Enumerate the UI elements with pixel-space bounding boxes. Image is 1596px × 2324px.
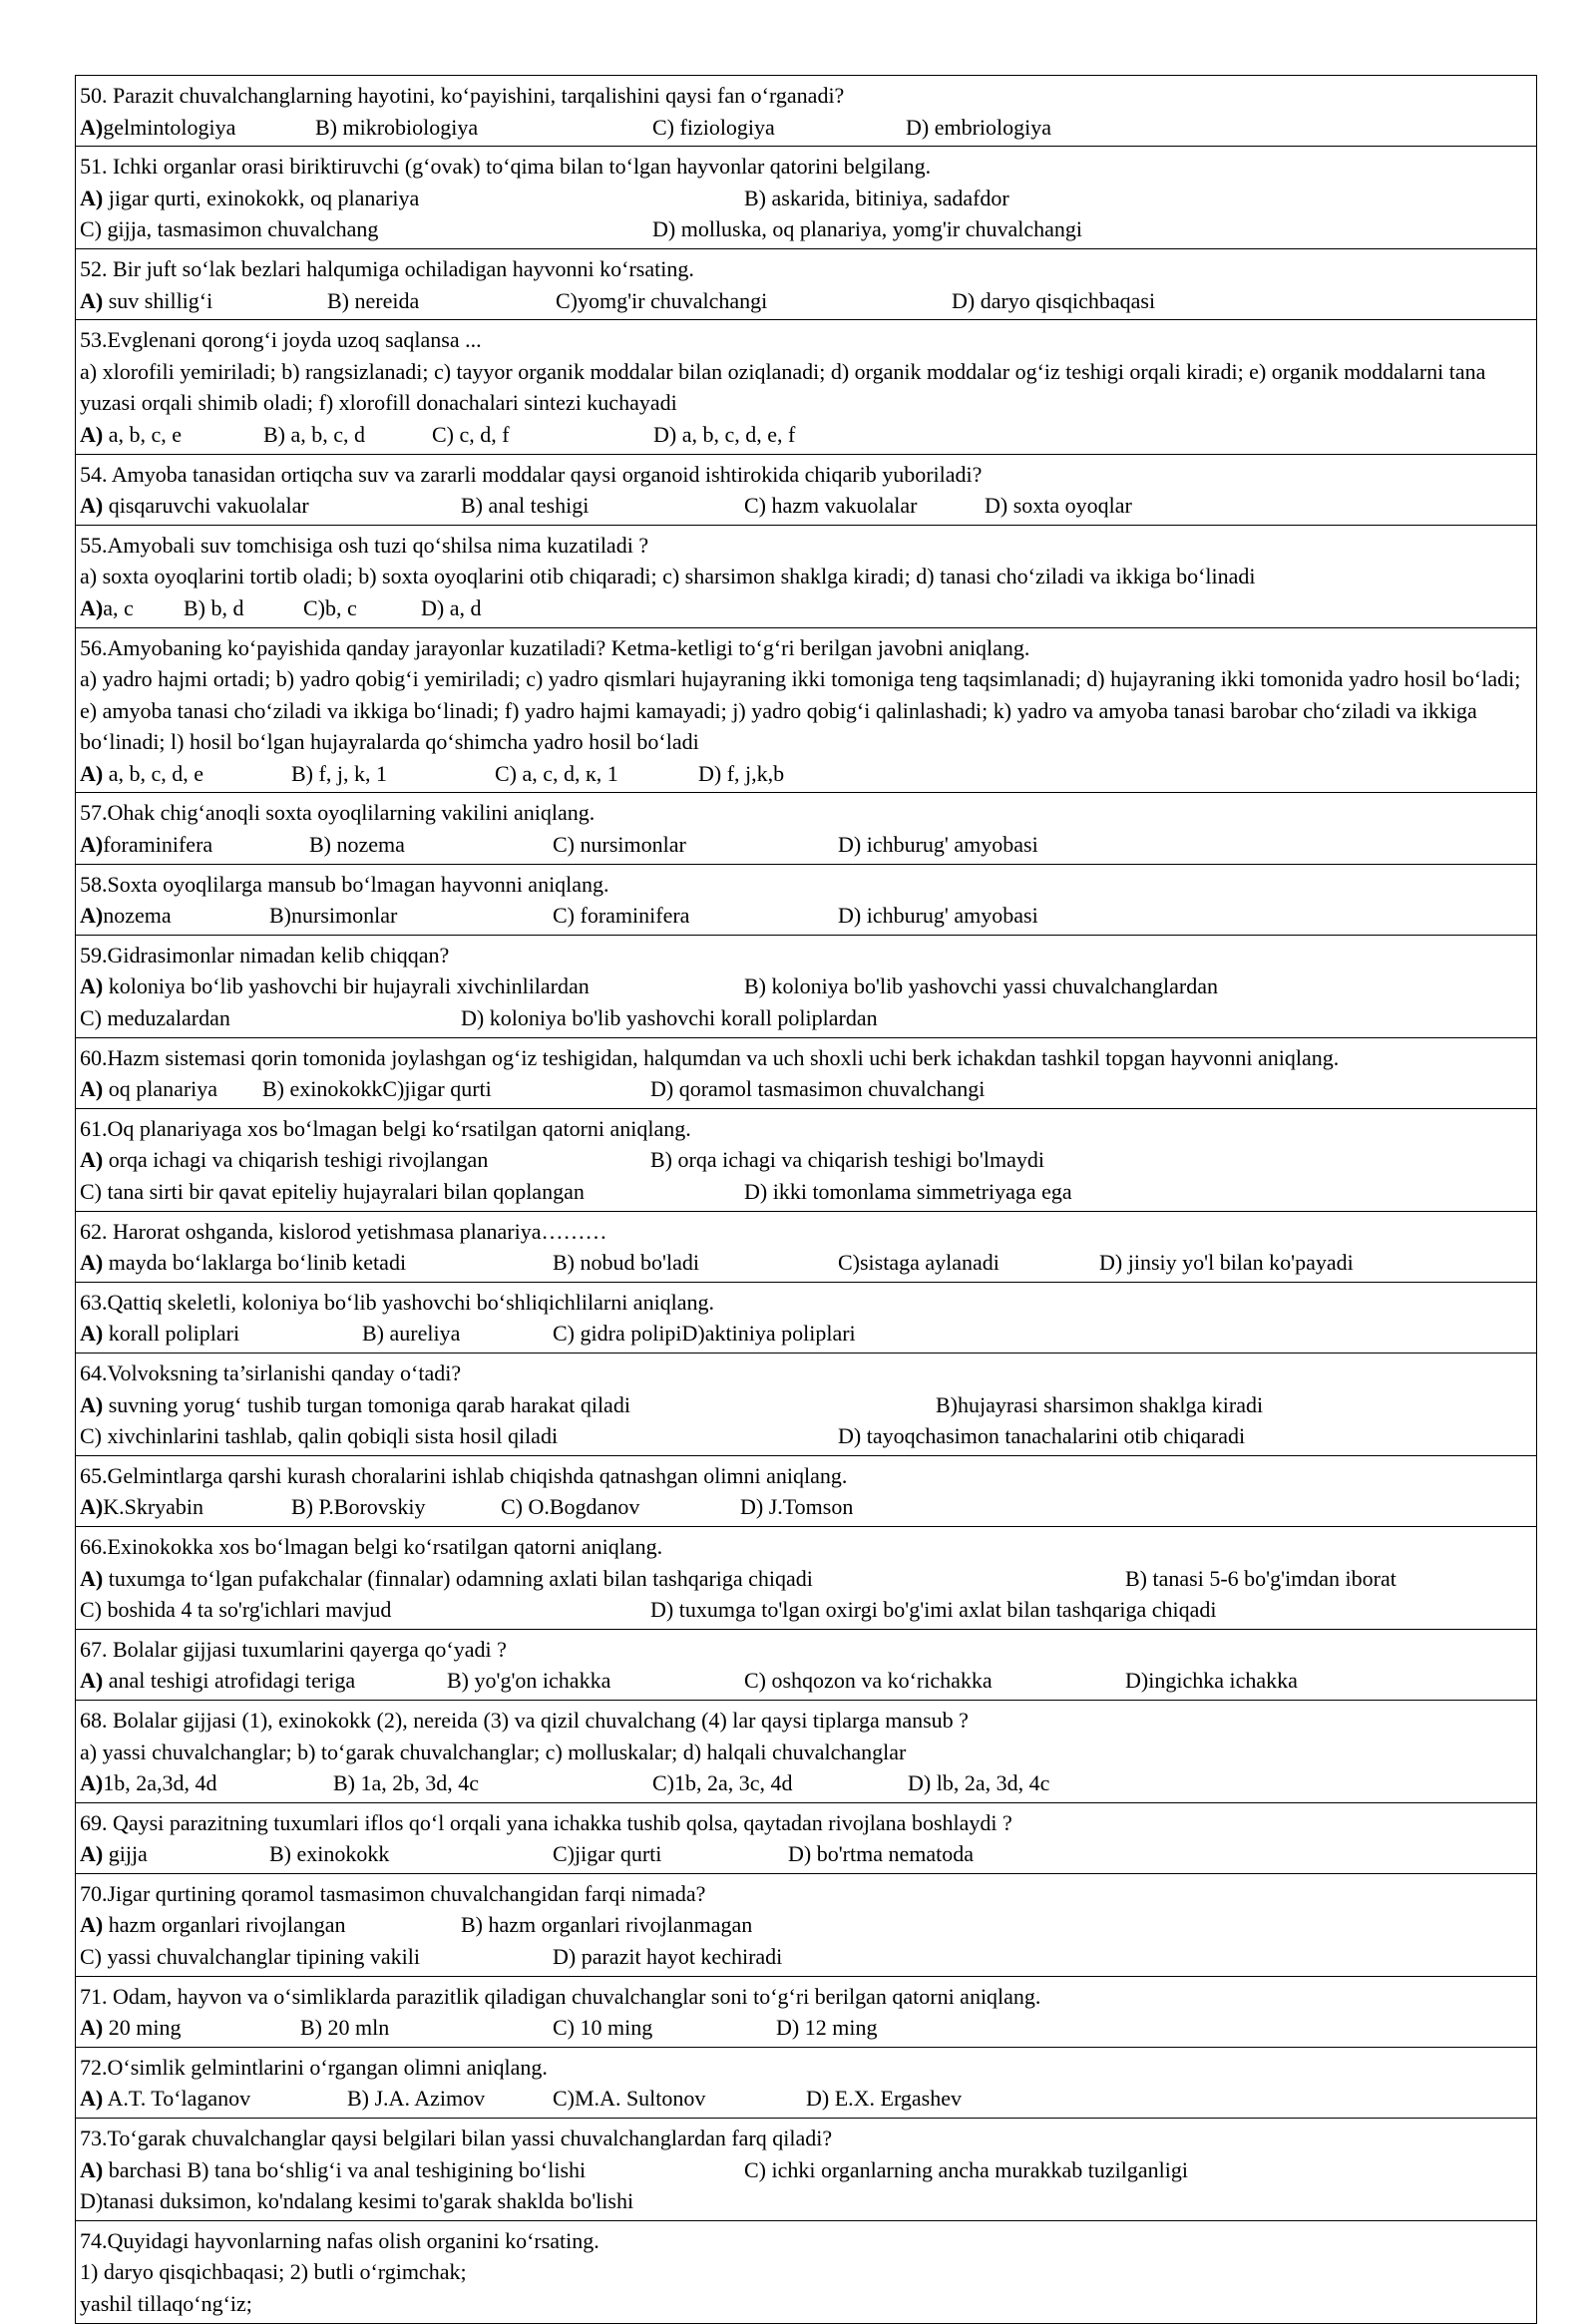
options-row [80,900,1536,932]
options-row [80,1389,1536,1421]
option-letter: A) [80,2156,104,2182]
answer-option: D) ichburug' amyobasi [838,903,1038,929]
answer-option: B) nobud bo'ladi [553,1250,699,1276]
answer-option: C) ichki organlarning ancha murakkab tuzilganligi [744,2156,1188,2182]
option-letter: A) [80,594,104,620]
question-text: 51. Ichki organlar orasi biriktiruvchi (g‘ovak) to‘qima bilan to‘lgan hayvonlar qatorini belgilang. [80,154,932,180]
answer-option: B) orqa ichagi va chiqarish teshigi bo'lmaydi [650,1147,1044,1173]
answer-option: D) koloniya bo'lib yashovchi korall poliplardan [461,1005,878,1031]
answer-option: D)ingichka ichakka [1125,1668,1298,1694]
statement-line: 1) daryo qisqichbaqasi; 2) butli o‘rgimchak; [80,2259,467,2285]
answer-option [80,1838,148,1870]
question-text: 53.Evglenani qorong‘i joyda uzoq saqlansa ... [80,327,482,353]
option-text: tuxumga to‘lgan pufakchalar (finnalar) odamning axlati bilan tashqariga chiqadi [103,1565,813,1591]
options-row [80,970,1536,1002]
question-text: 63.Qattiq skeletli, koloniya bo‘lib yashovchi bo‘shliqichlilarni aniqlang. [80,1289,715,1315]
answer-option [80,1318,239,1350]
answer-option: C)yomg'ir chuvalchangi [556,287,768,313]
answer-option [80,2012,181,2044]
answer-option: D) lb, 2a, 3d, 4c [908,1770,1050,1796]
question-block [76,1701,1536,1803]
question-block [76,1038,1536,1109]
option-text: a, b, c, e [103,421,183,447]
answer-option [80,419,182,451]
option-letter: A) [80,287,104,313]
question-text: 64.Volvoksning ta’sirlanishi qanday o‘tadi? [80,1359,462,1385]
answer-option: D) qoramol tasmasimon chuvalchangi [650,1076,986,1102]
answer-option: C) gijja, tasmasimon chuvalchang [80,216,379,242]
option-text: gijja [103,1841,148,1867]
option-letter: A) [80,1321,104,1347]
answer-option: B)hujayrasi sharsimon shaklga kiradi [936,1391,1264,1417]
options-row [80,285,1536,317]
answer-option: D) 12 ming [776,2015,878,2041]
test-sheet [75,75,1537,2324]
answer-option [80,183,419,214]
option-text: K.Skryabin [103,1494,204,1520]
answer-option: D) a, b, c, d, e, f [653,421,796,447]
question-text: 55.Amyobali suv tomchisiga osh tuzi qo‘shilsa nima kuzatiladi ? [80,532,649,558]
answer-option [80,2154,586,2186]
option-letter: A) [80,185,104,210]
options-row [80,1318,1536,1350]
question-block [76,1212,1536,1283]
answer-option: B) nereida [327,287,420,313]
answer-statements: a) yadro hajmi ortadi; b) yadro qobig‘i yemiriladi; c) yadro qismlari hujayraning ikki tomoniga teng taqsimlanadi; d) hujayraning ikki tomonida yadro hosil bo‘ladi; e) amyoba tanasi cho‘ziladi va ikkiga bo‘linadi; f) yadro hajmi kamayadi; j) yadro qobig‘i qalinlashadi; k) yadro va amyoba tanasi barobar cho‘ziladi va ikkiga bo‘linadi; l) hosil bo‘lgan hujayralarda qo‘shimcha yadro hosil bo‘ladi [80,666,1521,755]
question-text: 54. Amyoba tanasidan ortiqcha suv va zararli moddalar qaysi organoid ishtirokida chiqarib yuboriladi? [80,461,983,487]
answer-option: B) exinokokk [269,1841,390,1867]
option-text: qisqaruvchi vakuolalar [103,493,309,519]
answer-option: B) 20 mln [300,2015,390,2041]
option-text: suvning yorug‘ tushib turgan tomoniga qarab harakat qiladi [103,1391,630,1417]
answer-option: B) f, j, k, 1 [291,760,387,786]
option-letter: A) [80,2015,104,2041]
answer-statements: a) soxta oyoqlarini tortib oladi; b) soxta oyoqlarini otib chiqaradi; c) sharsimon shaklga kiradi; d) tanasi cho‘ziladi va ikkiga bo‘linadi [80,564,1256,589]
question-text: 73.To‘garak chuvalchanglar qaysi belgilari bilan yassi chuvalchanglardan farq qiladi? [80,2126,833,2151]
question-block [76,1527,1536,1630]
answer-option: B) mikrobiologiya [315,114,479,140]
answer-option: C) boshida 4 ta so'rg'ichlari mavjud [80,1597,392,1623]
answer-option: B) anal teshigi [461,493,590,519]
question-block [76,865,1536,936]
answer-option: D) embriologiya [906,114,1052,140]
answer-option: C) hazm vakuolalar [744,493,918,519]
option-letter: A) [80,1668,104,1694]
answer-option: C) O.Bogdanov [501,1494,640,1520]
answer-option: C) a, c, d, к, 1 [495,760,618,786]
option-letter: A) [80,1250,104,1276]
answer-option: D) E.X. Ergashev [806,2086,962,2112]
options-row [80,1941,1536,1973]
answer-option [80,1665,355,1697]
answer-option: D)tanasi duksimon, ko'ndalang kesimi to'garak shaklda bo'lishi [80,2188,634,2214]
options-row [80,213,1536,245]
question-text: 61.Oq planariyaga xos bo‘lmagan belgi ko‘rsatilgan qatorni aniqlang. [80,1115,691,1141]
options-row [80,1767,1536,1799]
option-letter: A) [80,1494,104,1520]
option-text: barchasi B) tana bo‘shlig‘i va anal teshigining bo‘lishi [103,2156,587,2182]
question-block [76,793,1536,864]
options-row [80,2083,1536,2115]
options-row [80,1594,1536,1626]
answer-option: D) parazit hayot kechiradi [553,1944,783,1970]
options-row [80,419,1536,451]
option-text: anal teshigi atrofidagi teriga [103,1668,356,1694]
answer-option: C) xivchinlarini tashlab, qalin qobiqli sista hosil qiladi [80,1423,559,1449]
question-text: 56.Amyobaning ko‘payishida qanday jarayonlar kuzatiladi? Ketma-ketligi to‘g‘ri berilgan javobni aniqlang. [80,634,1030,660]
question-block [76,147,1536,249]
answer-option: D) daryo qisqichbaqasi [952,287,1156,313]
answer-option: B) koloniya bo'lib yashovchi yassi chuvalchanglardan [744,973,1219,999]
answer-option: C) fiziologiya [652,114,775,140]
option-letter: A) [80,1147,104,1173]
answer-option: D) bo'rtma nematoda [788,1841,975,1867]
answer-option: B) hazm organlari rivojlanmagan [461,1912,753,1938]
option-text: a, b, c, d, e [103,760,204,786]
answer-option [80,490,309,522]
option-letter: A) [80,1565,104,1591]
answer-option [80,970,590,1002]
answer-option: C)b, c [303,594,357,620]
answer-option: C) c, d, f [432,421,510,447]
answer-option: C) tana sirti bir qavat epiteliy hujayralari bilan qoplangan [80,1179,585,1204]
option-letter: A) [80,973,104,999]
options-row [80,592,1536,624]
options-row [80,2185,1536,2217]
options-row [80,1247,1536,1279]
option-text: hazm organlari rivojlangan [103,1912,346,1938]
question-block [76,1803,1536,1874]
question-text: 74.Quyidagi hayvonlarning nafas olish organini ko‘rsating. [80,2227,599,2253]
options-row [80,1420,1536,1452]
question-block [76,1874,1536,1977]
answer-option: B) askarida, bitiniya, sadafdor [744,185,1009,210]
options-row [80,1838,1536,1870]
option-letter: A) [80,1770,104,1796]
question-text: 70.Jigar qurtining qoramol tasmasimon chuvalchangidan farqi nimada? [80,1880,706,1906]
question-text: 59.Gidrasimonlar nimadan kelib chiqqan? [80,942,450,968]
options-row [80,2012,1536,2044]
option-letter: A) [80,421,104,447]
answer-option [80,112,235,144]
answer-option: D) jinsiy yo'l bilan ko'payadi [1099,1250,1354,1276]
answer-option: C)jigar qurti [553,1841,662,1867]
answer-option [80,285,212,317]
option-letter: A) [80,832,104,858]
question-text: 58.Soxta oyoqlilarga mansub bo‘lmagan hayvonni aniqlang. [80,871,609,897]
answer-option: D) soxta oyoqlar [985,493,1132,519]
options-row [80,2154,1536,2186]
option-letter: A) [80,1841,104,1867]
question-text: 67. Bolalar gijjasi tuxumlarini qayerga qo‘yadi ? [80,1636,507,1662]
option-text: korall poliplari [103,1321,240,1347]
question-text: 57.Ohak chig‘anoqli soxta oyoqlilarning vakilini aniqlang. [80,800,596,826]
question-text: 62. Harorat oshganda, kislorod yetishmasa planariya……… [80,1218,607,1244]
answer-option: B) J.A. Azimov [347,2086,486,2112]
answer-option: D) ikki tomonlama simmetriyaga ega [744,1179,1072,1204]
question-text: 65.Gelmintlarga qarshi kurash choralarini ishlab chiqishda qatnashgan olimni aniqlang. [80,1462,848,1488]
question-block [76,526,1536,628]
answer-statements: a) yassi chuvalchanglar; b) to‘garak chuvalchanglar; c) molluskalar; d) halqali chuvalchanglar [80,1739,907,1764]
option-letter: A) [80,760,104,786]
answer-option: B) 1a, 2b, 3d, 4c [333,1770,480,1796]
question-block [76,76,1536,147]
answer-option: B) aureliya [362,1321,461,1347]
question-block [76,1354,1536,1456]
option-letter: A) [80,2086,104,2112]
option-text: suv shillig‘i [103,287,213,313]
question-block [76,936,1536,1038]
option-text: 1b, 2a,3d, 4d [103,1770,217,1796]
options-row [80,1002,1536,1034]
option-text: 20 ming [103,2015,182,2041]
answer-option: C)sistaga aylanadi [838,1250,999,1276]
answer-option [80,592,134,624]
answer-option [80,1247,406,1279]
answer-option: C) gidra polipiD)aktiniya poliplari [553,1321,856,1347]
question-block [76,1109,1536,1212]
question-block [76,455,1536,526]
question-block [76,1283,1536,1354]
answer-option [80,1073,217,1105]
answer-option: D) ichburug' amyobasi [838,832,1038,858]
options-row [80,1176,1536,1208]
answer-option [80,900,172,932]
answer-option: B) P.Borovskiy [291,1494,426,1520]
option-text: koloniya bo‘lib yashovchi bir hujayrali xivchinlilardan [103,973,590,999]
answer-option: C)1b, 2a, 3c, 4d [652,1770,793,1796]
question-text: 72.O‘simlik gelmintlarini o‘rgangan olimni aniqlang. [80,2054,548,2080]
answer-option [80,1909,346,1941]
answer-option: D) molluska, oq planariya, yomg'ir chuvalchangi [652,216,1083,242]
answer-option: B) nozema [309,832,405,858]
question-block [76,1977,1536,2048]
option-text: foraminifera [103,832,213,858]
question-text: 66.Exinokokka xos bo‘lmagan belgi ko‘rsatilgan qatorni aniqlang. [80,1533,663,1559]
answer-option [80,1767,216,1799]
options-row [80,1144,1536,1176]
answer-option: B) a, b, c, d [263,421,366,447]
answer-option [80,1491,203,1523]
option-text: orqa ichagi va chiqarish teshigi rivojlangan [103,1147,489,1173]
option-text: oq planariya [103,1076,218,1102]
question-block [76,2119,1536,2221]
answer-option [80,1563,813,1595]
answer-option: B) exinokokkC)jigar qurti [262,1076,492,1102]
answer-option: B) tanasi 5-6 bo'g'imdan iborat [1125,1565,1396,1591]
answer-option: C) 10 ming [553,2015,653,2041]
option-letter: A) [80,1391,104,1417]
answer-option: D) tayoqchasimon tanachalarini otib chiqaradi [838,1423,1246,1449]
answer-option: C) yassi chuvalchanglar tipining vakili [80,1944,420,1970]
question-block [76,1456,1536,1527]
answer-option: D) J.Tomson [740,1494,854,1520]
options-row [80,758,1536,790]
question-block [76,2221,1536,2324]
question-text: 68. Bolalar gijjasi (1), exinokokk (2), nereida (3) va qizil chuvalchang (4) lar qaysi tiplarga mansub ? [80,1707,969,1733]
answer-option [80,2083,250,2115]
answer-option: C) meduzalardan [80,1005,230,1031]
options-row [80,490,1536,522]
answer-option: C) nursimonlar [553,832,686,858]
option-text: mayda bo‘laklarga bo‘linib ketadi [103,1250,407,1276]
option-text: A.T. To‘laganov [103,2086,251,2112]
option-text: a, c [103,594,134,620]
options-row [80,1073,1536,1105]
option-letter: A) [80,1912,104,1938]
question-text: 60.Hazm sistemasi qorin tomonida joylashgan og‘iz teshigidan, halqumdan va uch shoxli uchi berk ichakdan tashkil topgan hayvonni aniqlang. [80,1044,1340,1070]
options-row [80,1491,1536,1523]
answer-option: B) b, d [184,594,244,620]
question-text: 71. Odam, hayvon va o‘simliklarda parazitlik qiladigan chuvalchanglar soni to‘g‘ri berilgan qatorni aniqlang. [80,1983,1041,2009]
option-letter: A) [80,493,104,519]
question-block [76,249,1536,320]
question-block [76,320,1536,454]
option-letter: A) [80,114,104,140]
question-block [76,628,1536,794]
question-block [76,2048,1536,2119]
options-row [80,1665,1536,1697]
question-text: 52. Bir juft so‘lak bezlari halqumiga ochiladigan hayvonni ko‘rsating. [80,255,694,281]
options-row [80,1563,1536,1595]
option-letter: A) [80,1076,104,1102]
statement-line: yashil tillaqo‘ng‘iz; [80,2291,252,2316]
option-text: nozema [103,903,172,929]
answer-statements: a) xlorofili yemiriladi; b) rangsizlanadi; c) tayyor organik moddalar bilan oziqlanadi; d) organik moddalar og‘iz teshigi orqali kiradi; e) organik moddalarni tana yuzasi orqali shimib oladi; f) xlorofill donachalari sintezi kuchayadi [80,358,1486,416]
options-row [80,112,1536,144]
answer-option: C) oshqozon va ko‘richakka [744,1668,993,1694]
question-block [76,1630,1536,1701]
options-row [80,183,1536,214]
answer-option [80,1389,630,1421]
answer-option: B) yo'g'on ichakka [447,1668,611,1694]
question-text: 69. Qaysi parazitning tuxumlari iflos qo‘l orqali yana ichakka tushib qolsa, qaytadan rivojlana boshlaydi ? [80,1809,1012,1835]
answer-option: C) foraminifera [553,903,690,929]
answer-option: D) tuxumga to'lgan oxirgi bo'g'imi axlat bilan tashqariga chiqadi [650,1597,1217,1623]
option-letter: A) [80,903,104,929]
answer-option [80,1144,488,1176]
answer-option: B)nursimonlar [269,903,398,929]
question-text: 50. Parazit chuvalchanglarning hayotini, ko‘payishini, tarqalishini qaysi fan o‘rganadi? [80,83,845,108]
options-row [80,829,1536,861]
option-text: gelmintologiya [103,114,236,140]
options-row [80,1909,1536,1941]
option-text: jigar qurti, exinokokk, oq planariya [103,185,420,210]
answer-option: C)M.A. Sultonov [553,2086,706,2112]
answer-option [80,829,212,861]
answer-option: D) f, j,k,b [698,760,785,786]
answer-option: D) a, d [421,594,482,620]
answer-option [80,758,203,790]
